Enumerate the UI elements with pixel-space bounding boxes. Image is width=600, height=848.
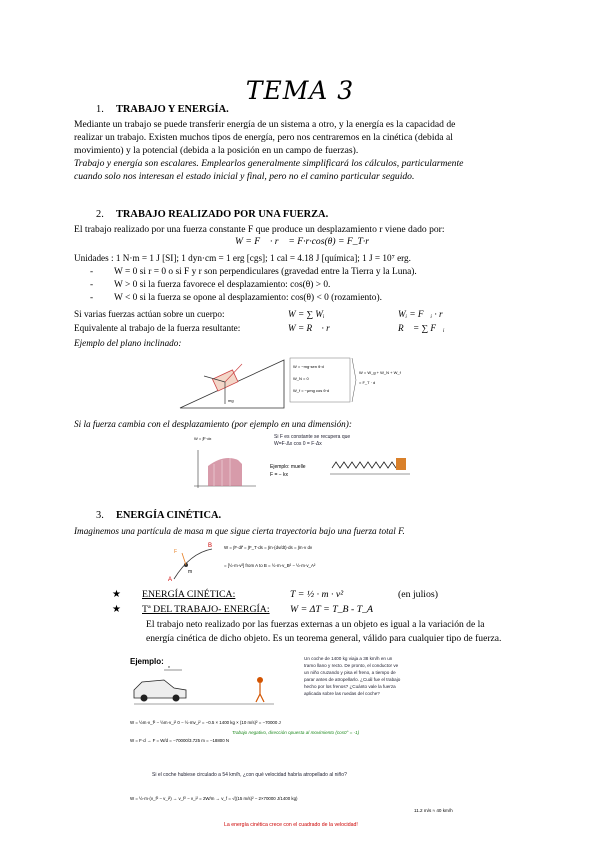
section-title: TRABAJO REALIZADO POR UNA FUERZA. (116, 209, 329, 220)
figure-example: Ejemplo: muelle (270, 464, 306, 470)
figure-example: F = − kx (270, 472, 289, 478)
svg-text:W = ½·m·(v_f² − v_i²) → v_f²: W = ½·m·(v_f² − v_i²) → v_f² − v_i² = 2W/m → v_f = √((15 m/s)² − 2×70000 J/1400 kg) (130, 796, 298, 801)
italic-note: cuando solo nos interesan el estado inicial y final, pero no el camino particular seguido. (74, 171, 415, 182)
svg-text:B: B (208, 543, 213, 549)
paragraph-line: El trabajo neto realizado por las fuerzas externas a un objeto es igual a la variación de la (146, 619, 485, 630)
svg-text:W_N = 0: W_N = 0 (293, 376, 309, 381)
section-number: 2. (96, 209, 104, 220)
list-item-text: W = 0 si r = 0 o si F y r son perpendiculares (gravedad entre la Tierra y la Luna). (114, 267, 417, 277)
svg-text:F: F (174, 549, 178, 555)
inclined-plane-figure (176, 352, 436, 414)
example-title: Ejemplo: (130, 657, 164, 666)
multi-force-formula: W = ∑ Wᵢ (288, 309, 325, 319)
variable-force-label: Si la fuerza cambia con el desplazamiento (por ejemplo en una dimensión): (74, 419, 352, 429)
variable-force-figure (186, 430, 416, 492)
svg-text:= F_T · d: = F_T · d (359, 380, 376, 385)
section-1-body (74, 118, 530, 183)
example-note: un niño cruzando y pisa el freno, a tiempo de (304, 670, 396, 675)
example-note: parar antes de atropellarlo. ¿Cuál fue el trabajo (304, 677, 401, 682)
svg-text:v: v (168, 664, 170, 669)
page-title: TEMA 3 (245, 76, 355, 105)
svg-text:W = ½m·v_f² − ½m·v_i² 0 − ½·: W = ½m·v_f² − ½m·v_i² 0 − ½·mv_i² = −0.5 × 1400 kg × (10 m/s)² = −70000 J (130, 720, 281, 725)
example-note: aplicada sobre las ruedas del coche? (304, 691, 380, 696)
kinetic-energy-formula: T = ½ · m · v² (290, 589, 344, 600)
kinetic-energy-units: (en julios) (398, 589, 438, 600)
italic-note: Imaginemos una partícula de masa m que sigue cierta trayectoria bajo una fuerza total F. (74, 526, 405, 536)
negative-work-note: Trabajo negativo, dirección opuesta al movimiento (cos0° = -1) (232, 730, 360, 735)
figure-note: W=F·Δx cos 0 = F·Δx (274, 441, 322, 447)
list-item-text: W < 0 si la fuerza se opone al desplazamiento: cos(θ) < 0 (rozamiento). (114, 293, 382, 303)
svg-text:W = W_g + W_N + W_f: W = W_g + W_N + W_f (359, 370, 401, 375)
paragraph-line: energía cinética de dicho objeto. Es un teorema general, válido para cualquier tipo de fuerza. (146, 633, 502, 644)
units-line: Unidades : 1 N·m = 1 J [SI]; 1 dyn·cm = 1 erg [cgs]; 1 cal = 4.18 J [química]; 1 J = 10⁷ erg. (74, 253, 411, 263)
list-item: - W > 0 si la fuerza favorece el desplazamiento: cos(θ) > 0. (90, 280, 331, 290)
list-item: - W < 0 si la fuerza se opone al desplazamiento: cos(θ) < 0 (rozamiento). (90, 293, 382, 303)
svg-text:W = F·d → F = W/d = −70000/3: W = F·d → F = W/d = −70000/3.725 m = −18800 N (130, 738, 230, 743)
svg-text:W = −mg·sen θ·d: W = −mg·sen θ·d (293, 364, 324, 369)
svg-text:= [½·m·v²] from A to B = ½·m·v: = [½·m·v²] from A to B = ½·m·v_B² − ½·m·v_A² (224, 563, 316, 568)
trajectory-figure (160, 537, 460, 585)
example-conclusion: La energía cinética crece con el cuadrado de la velocidad! (224, 822, 358, 828)
section-3-heading (96, 510, 221, 521)
example-note: Un coche de 1400 kg viaja a 38 km/h en un (304, 656, 393, 661)
multi-force-formula-2: Wᵢ = F⃗ᵢ · r⃗ (398, 309, 450, 319)
section-2-heading (96, 209, 328, 220)
resultant-label: Equivalente al trabajo de la fuerza resultante: (74, 323, 241, 333)
list-item: - W = 0 si r = 0 o si F y r son perpendiculares (gravedad entre la Tierra y la Luna). (90, 267, 417, 277)
multi-force-label: Si varias fuerzas actúan sobre un cuerpo: (74, 309, 225, 319)
section-1-heading (96, 104, 229, 115)
paragraph-line: realizar un trabajo. Existen muchos tipos de energía, pero nos centraremos en la cinética (debida al (74, 132, 453, 143)
braking-car-example (124, 652, 484, 832)
resultant-formula-2: R⃗ = ∑ F⃗ᵢ (398, 323, 445, 333)
work-formula: W = F⃗ · r⃗ = F·r·cos(θ) = F_T·r (235, 236, 369, 247)
example-note: hecho por los frenos? ¿Cuánto vale la fuerza (304, 684, 396, 689)
svg-text:W = ∫F·dr⃗ = ∫F_T·ds = ∫m·(dv/: W = ∫F·dr⃗ = ∫F_T·ds = ∫m·(dv/dt)·ds = ∫m·v dv (224, 545, 313, 550)
section-number: 1. (96, 104, 104, 115)
kinetic-energy-label: ENERGÍA CINÉTICA: (142, 589, 236, 600)
svg-text:W = ∫F·dx: W = ∫F·dx (194, 436, 212, 441)
example-note: tramo llano y recto. De pronto, el conductor ve (304, 663, 399, 668)
work-energy-theorem-formula: W = ΔT = T_B - T_A (290, 604, 374, 615)
example-label: Ejemplo del plano inclinado: (74, 338, 182, 348)
example-question: Si el coche hubiese circulado a 54 km/h, ¿con qué velocidad habría atropellado al niño? (152, 772, 347, 778)
conditions-list (90, 266, 530, 305)
svg-text:A: A (168, 577, 173, 583)
section-title: TRABAJO Y ENERGÍA. (116, 104, 229, 115)
svg-text:mg: mg (228, 398, 234, 403)
paragraph-line: Mediante un trabajo se puede transferir energía de un sistema a otro, y la energía es la capacidad de (74, 119, 456, 130)
section-number: 3. (96, 510, 104, 521)
theorem-explanation (146, 618, 530, 631)
work-energy-theorem-label: Tª DEL TRABAJO- ENERGÍA: (142, 604, 270, 615)
list-item-text: W > 0 si la fuerza favorece el desplazamiento: cos(θ) > 0. (114, 280, 331, 290)
figure-note: Si F es constante se recupera que (274, 434, 351, 440)
svg-text:m: m (188, 569, 193, 575)
work-energy-theorem-item: ★ Tª DEL TRABAJO- ENERGÍA: (112, 604, 270, 615)
kinetic-energy-item: ★ ENERGÍA CINÉTICA: (112, 589, 236, 600)
paragraph-line: El trabajo realizado por una fuerza constante F que produce un desplazamiento r viene dado por: (74, 224, 445, 235)
paragraph-line: movimiento) y la potencial (debida a la posición en un campo de fuerzas). (74, 145, 359, 156)
section-title: ENERGÍA CINÉTICA. (116, 510, 222, 521)
resultant-formula: W = R⃗ · r⃗ (288, 323, 337, 333)
example-result: 11.2 m/s ≈ 40 km/h (414, 808, 453, 813)
italic-note: Trabajo y energía son escalares. Emplearlos generalmente simplificará los cálculos, particularmente (74, 158, 464, 169)
svg-text:W_f = −μmg cos θ·d: W_f = −μmg cos θ·d (293, 388, 330, 393)
